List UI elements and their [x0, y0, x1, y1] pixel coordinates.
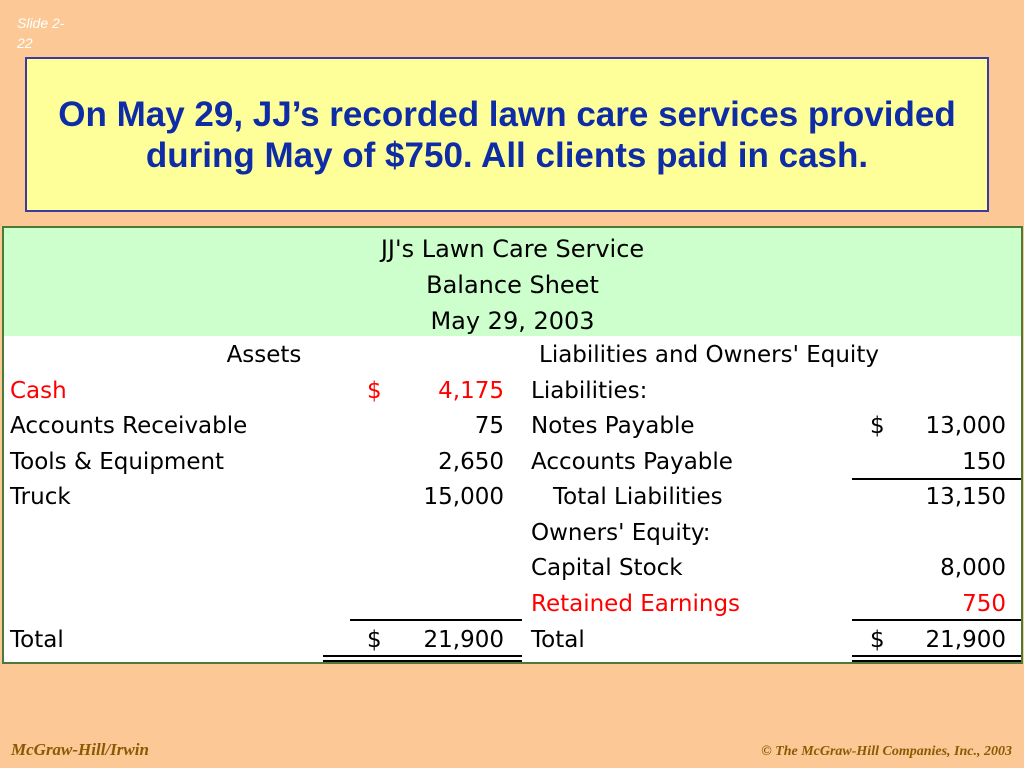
assets-total-double-rule: [323, 655, 522, 662]
company-name: JJ's Lawn Care Service: [380, 235, 645, 263]
equity-amount-retained-earnings: 750: [962, 591, 1006, 617]
asset-label-tools: Tools & Equipment: [10, 449, 225, 475]
liab-amount-ap: 150: [962, 449, 1006, 475]
liabilities-label: Liabilities:: [531, 378, 648, 404]
total-liabilities-label: Total Liabilities: [553, 484, 723, 510]
balance-sheet-header: [4, 228, 1021, 336]
slide-number: Slide 2-22: [17, 15, 65, 51]
liab-equity-total-label: Total: [531, 627, 585, 653]
assets-total-dollar: $: [367, 627, 382, 653]
asset-label-ar: Accounts Receivable: [10, 413, 248, 439]
liab-equity-total-double-rule: [852, 655, 1022, 662]
equity-label: Owners' Equity:: [531, 520, 711, 546]
headline-text: On May 29, JJ’s recorded lawn care services provided during May of $750. All clients paid in cash.: [58, 94, 956, 175]
statement-date: May 29, 2003: [430, 307, 595, 335]
liab-equity-total-amount: 21,900: [925, 627, 1006, 653]
equity-amount-capital-stock: 8,000: [940, 555, 1006, 581]
asset-label-truck: Truck: [10, 484, 71, 510]
asset-amount-truck: 15,000: [423, 484, 504, 510]
liab-equity-total-dollar: $: [870, 627, 885, 653]
assets-total-amount: 21,900: [423, 627, 504, 653]
asset-amount-cash: 4,175: [438, 378, 504, 404]
headline-box: [25, 57, 989, 212]
equity-subtotal-rule: [852, 619, 1022, 621]
assets-total-label: Total: [10, 627, 64, 653]
asset-amount-tools: 2,650: [438, 449, 504, 475]
equity-label-retained-earnings: Retained Earnings: [531, 591, 741, 617]
total-liabilities-amount: 13,150: [925, 484, 1006, 510]
asset-amount-ar: 75: [474, 413, 504, 439]
copyright-footer: © The McGraw-Hill Companies, Inc., 2003: [761, 744, 1012, 759]
assets-heading: Assets: [226, 342, 302, 368]
equity-label-capital-stock: Capital Stock: [531, 555, 683, 581]
asset-dollar-cash: $: [367, 378, 382, 404]
liabilities-subtotal-rule: [852, 478, 1022, 480]
liab-dollar-notes: $: [870, 413, 885, 439]
balance-sheet: [2, 226, 1023, 664]
liab-label-notes: Notes Payable: [531, 413, 695, 439]
statement-title: Balance Sheet: [426, 271, 599, 299]
liab-amount-notes: 13,000: [925, 413, 1006, 439]
liab-label-ap: Accounts Payable: [531, 449, 733, 475]
assets-subtotal-rule: [350, 619, 522, 621]
publisher-footer: McGraw-Hill/Irwin: [11, 740, 149, 759]
asset-label-cash: Cash: [10, 378, 67, 404]
liab-equity-heading: Liabilities and Owners' Equity: [539, 342, 879, 368]
